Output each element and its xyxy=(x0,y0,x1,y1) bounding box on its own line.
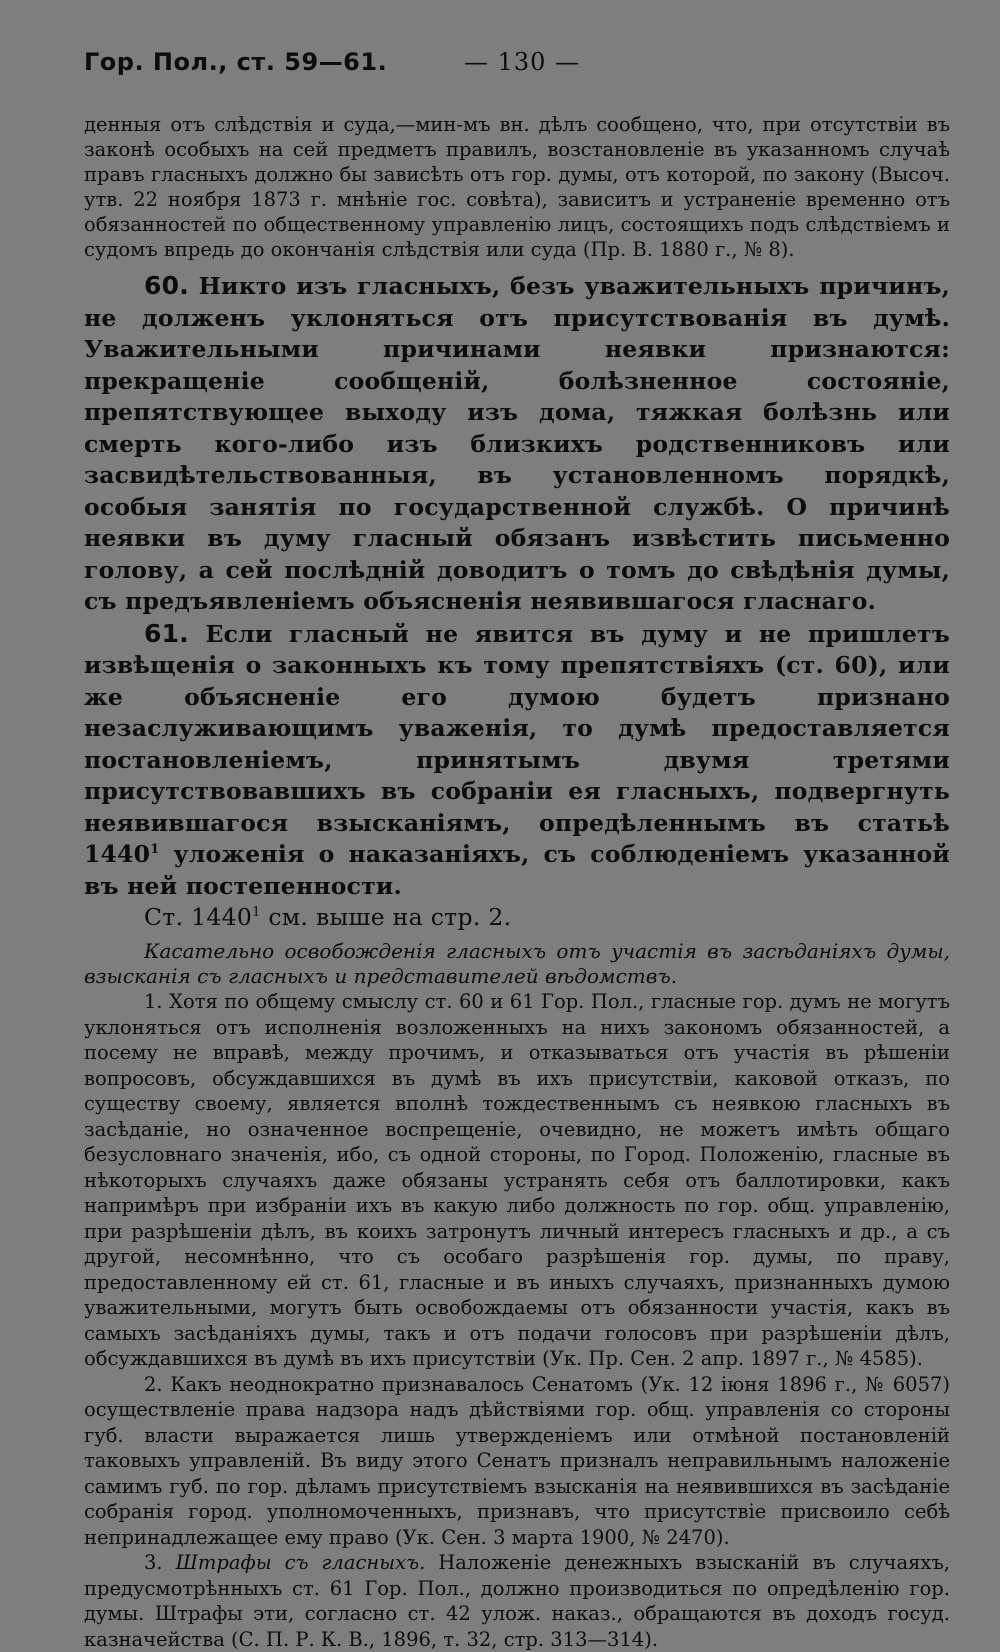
article-61-text-b: уложенія о наказаніяхъ, съ соблюденіемъ указанной въ ней постепенности. xyxy=(84,840,950,900)
continuation-paragraph: денныя отъ слѣдствія и суда,—мин-мъ вн. дѣлъ сообщено, что, при отсутствіи въ законѣ особыхъ на сей предметъ правилъ, возстановленіе въ указанномъ случаѣ правъ гласныхъ должно бы зависѣть отъ гор. думы, отъ которой, по закону (Высоч. утв. 22 ноября 1873 г. мнѣніе гос. совѣта), зависитъ и устраненіе временно отъ обязанностей по общественному управленію лицъ, состоящихъ подъ слѣдствіемъ и судомъ впредь до окончанія слѣдствія или суда (Пр. В. 1880 г., № 8). xyxy=(84,113,950,261)
running-head xyxy=(84,40,950,84)
running-title: Гор. Пол., ст. 59—61. xyxy=(84,48,388,76)
note-3-title: Штрафы съ гласныхъ. xyxy=(175,1551,426,1574)
article-61-number: 61. xyxy=(144,618,189,648)
page xyxy=(84,40,950,1651)
reference-after: см. выше на стр. 2. xyxy=(260,903,512,931)
notes-heading: Касательно освобожденія гласныхъ отъ участія въ засѣданіяхъ думы, взысканія съ гласныхъ и представителей вѣдомствъ. xyxy=(84,939,950,988)
article-61 xyxy=(84,618,950,903)
article-61-sup: 1 xyxy=(150,842,160,858)
reference-before: Ст. 1440 xyxy=(144,903,253,931)
note-2: 2. Какъ неоднократно признавалось Сенатомъ (Ук. 12 іюня 1896 г., № 6057) осуществленіе права надзора надъ дѣйствіями гор. общ. управленія со стороны губ. власти выражается лишь утвержденіемъ или отмѣной постановленій таковыхъ управленій. Въ виду этого Сенатъ призналъ неправильнымъ наложеніе самимъ губ. по гор. дѣламъ присутствіемъ взысканія на неявившихся въ засѣданіе собранія город. уполномоченныхъ, признавъ, что присутствіе присвоило себѣ непринадлежащее ему право (Ук. Сен. 3 марта 1900, № 2470). xyxy=(84,1372,950,1549)
reference-sup: 1 xyxy=(252,905,261,921)
reference-line xyxy=(144,902,950,933)
article-60-text: Никто изъ гласныхъ, безъ уважительныхъ причинъ, не долженъ уклоняться отъ присутствованія въ думѣ. Уважительными причинами неявки признаются: прекращеніе сообщеній, болѣзненное состояніе, препятствующее выходу изъ дома, тяжкая болѣзнь или смерть кого-либо изъ близкихъ родственниковъ или засвидѣтельствованныя, въ установленномъ порядкѣ, особыя занятія по государственной службѣ. О причинѣ неявки въ думу гласный обязанъ извѣстить письменно голову, а сей послѣдній доводитъ о томъ до свѣдѣнія думы, съ предъявленіемъ объясненія неявившагося гласнаго. xyxy=(84,272,950,615)
note-1: 1. Хотя по общему смыслу ст. 60 и 61 Гор. Пол., гласные гор. думъ не могутъ уклоняться отъ исполненія возложенныхъ на нихъ закономъ обязанностей, а посему не вправѣ, между прочимъ, и отказываться отъ участія въ рѣшеніи вопросовъ, обсуждавшихся въ думѣ въ ихъ присутствіи, каковой отказъ, по существу своему, является вполнѣ тождественнымъ съ неявкою гласныхъ въ засѣданіе, но означенное воспрещеніе, очевидно, не можетъ имѣть общаго безусловнаго значенія, ибо, съ одной стороны, по Город. Положенію, гласные въ нѣкоторыхъ случаяхъ даже обязаны устранять себя отъ баллотировки, какъ напримѣръ при избраніи ихъ въ какую либо должность по гор. общ. управленію, при разрѣшеніи дѣлъ, въ коихъ затронутъ личный интересъ гласныхъ и др., а съ другой, несомнѣнно, что съ особаго разрѣшенія гор. думы, по праву, предоставленному ей ст. 61, гласные и въ иныхъ случаяхъ, признанныхъ думою уважительными, могутъ быть освобождаемы отъ обязанности участія, какъ въ самыхъ засѣданіяхъ думы, такъ и отъ подачи голосовъ при разрѣшеніи дѣлъ, обсуждавшихся въ думѣ въ ихъ присутствіи (Ук. Пр. Сен. 2 апр. 1897 г., № 4585). xyxy=(84,990,950,1370)
article-60 xyxy=(84,270,950,618)
note-3 xyxy=(84,1550,950,1652)
article-61-text-a: Если гласный не явится въ думу и не пришлетъ извѣщенія о законныхъ къ тому препятствіяхъ (ст. 60), или же объясненіе его думою будетъ признано незаслуживающимъ уваженія, то думѣ предоставляется постановленіемъ, принятымъ двумя третями присутствовавшихъ въ собраніи ея гласныхъ, подвергнуть неявившагося взысканіямъ, опредѣленнымъ въ статьѣ 1440 xyxy=(84,619,950,868)
page-number: — 130 — xyxy=(464,48,581,76)
note-3-prefix: 3. xyxy=(144,1551,176,1574)
article-60-number: 60. xyxy=(144,271,189,300)
note-3-text: Наложеніе денежныхъ взысканій въ случаяхъ, предусмотрѣнныхъ ст. 61 Гор. Пол., должно производиться по опредѣленію гор. думы. Штрафы эти, согласно ст. 42 улож. наказ., обращаются въ доходъ госуд. казначейства (С. П. Р. К. В., 1896, т. 32, стр. 313—314). xyxy=(84,1551,950,1651)
